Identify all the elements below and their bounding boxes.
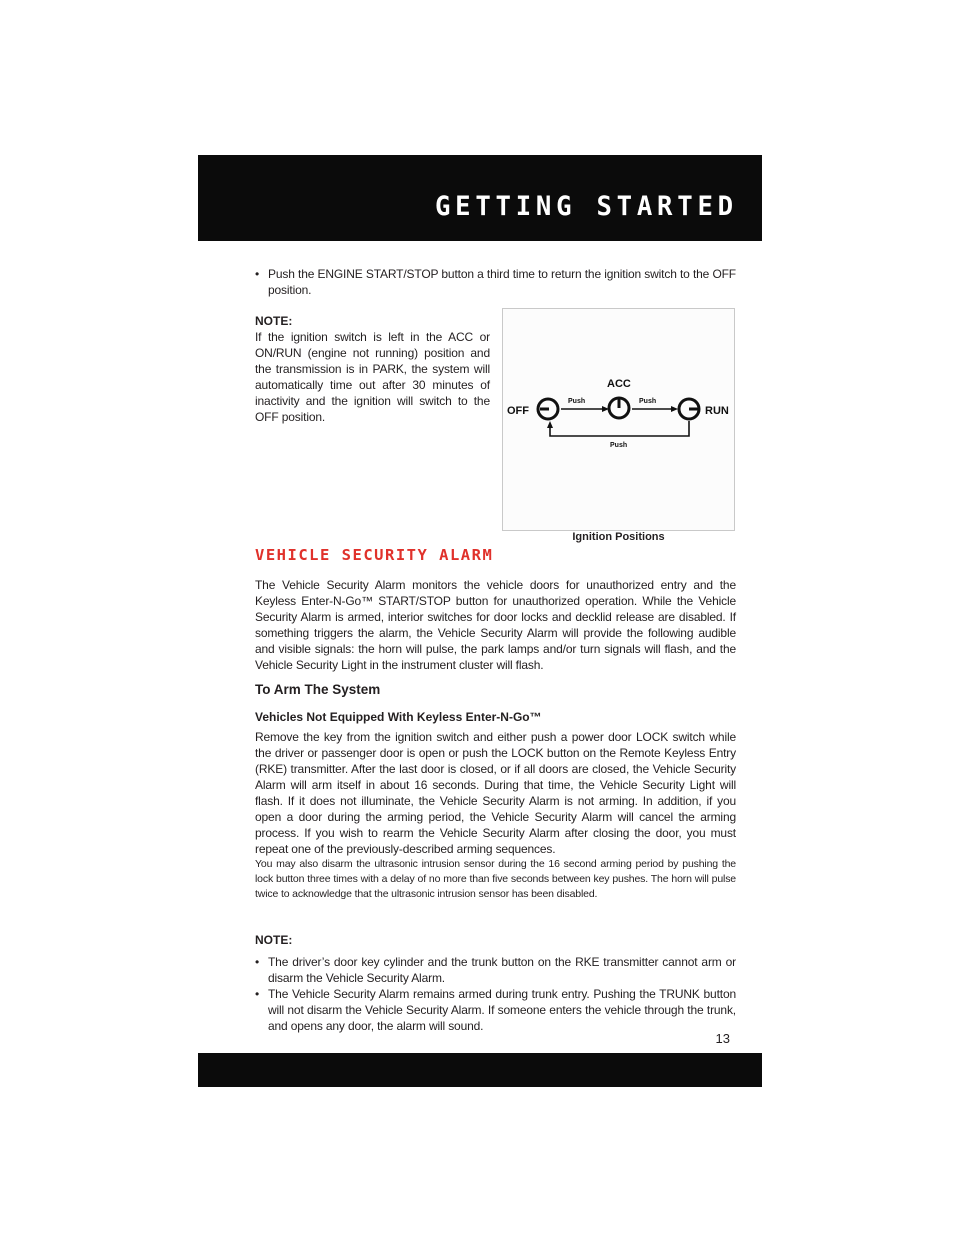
arrow-head-icon xyxy=(671,406,678,412)
return-arrow-line xyxy=(550,421,689,436)
power-icon xyxy=(609,397,629,418)
note-bullet xyxy=(255,986,736,1034)
disarm-sensor-paragraph: You may also disarm the ultrasonic intrusion sensor during the 16 second arming period by pushing the lock button three times with a delay of no more than five seconds between key pushes. The horn will pulse twice to acknowledge that the ultrasonic intrusion sensor has been disabled. xyxy=(255,858,736,900)
section-heading: VEHICLE SECURITY ALARM xyxy=(255,546,494,564)
push-label: Push xyxy=(610,442,628,449)
section-title: GETTING STARTED xyxy=(435,191,738,222)
intro-bullet xyxy=(255,266,736,298)
arrow-head-icon xyxy=(547,421,553,428)
power-icon xyxy=(538,399,558,419)
ignition-positions-figure xyxy=(502,308,735,531)
arm-paragraph-block xyxy=(255,729,736,857)
off-label: OFF xyxy=(507,405,529,417)
note-block xyxy=(255,313,490,425)
note-label: NOTE: xyxy=(255,933,293,947)
bullet-dot: • xyxy=(255,267,260,281)
power-icon xyxy=(679,399,699,419)
acc-label: ACC xyxy=(607,378,631,390)
disarm-sensor-block xyxy=(255,857,736,902)
note-bullet-text: The Vehicle Security Alarm remains armed during trunk entry. Pushing the TRUNK button will not disarm the Vehicle Security Alarm. If someone enters the vehicle through the trunk, and opens any door, the alarm will sound. xyxy=(268,987,736,1033)
ignition-diagram xyxy=(503,309,734,530)
note-bullet xyxy=(255,954,736,986)
run-label: RUN xyxy=(705,405,729,417)
note-text: If the ignition switch is left in the ACC or ON/RUN (engine not running) position and the transmission is in PARK, the system will automatically time out after 30 minutes of inactivity and the ignition will switch to the OFF position. xyxy=(255,330,490,424)
footer-bar xyxy=(198,1053,762,1087)
bullet-dot: • xyxy=(255,955,260,969)
note-bullet-text: The driver’s door key cylinder and the trunk button on the RKE transmitter cannot arm or disarm the Vehicle Security Alarm. xyxy=(268,955,736,985)
push-label: Push xyxy=(568,398,586,405)
push-label: Push xyxy=(639,398,657,405)
intro-bullet-text: Push the ENGINE START/STOP button a third time to return the ignition switch to the OFF position. xyxy=(268,267,736,297)
vsa-paragraph-block xyxy=(255,577,736,673)
page-number: 13 xyxy=(715,1031,730,1046)
bullet-dot: • xyxy=(255,987,260,1001)
subsection-heading: To Arm The System xyxy=(255,682,381,697)
figure-caption: Ignition Positions xyxy=(572,531,665,543)
note-label: NOTE: xyxy=(255,314,293,328)
sub-subsection-heading: Vehicles Not Equipped With Keyless Enter-N-Go™ xyxy=(255,710,542,724)
header-bar xyxy=(198,155,762,241)
arm-paragraph: Remove the key from the ignition switch and either push a power door LOCK switch while the driver or passenger door is open or push the LOCK button on the Remote Keyless Entry (RKE) transmitter. After the last door is closed, or if all doors are closed, the Vehicle Security Alarm will arm itself in about 16 seconds. During that time, the Vehicle Security Light will flash. If it does not illuminate, the Vehicle Security Alarm is not arming. In addition, if you open a door during the arming period, the Vehicle Security Alarm will cancel the arming process. If you wish to rearm the Vehicle Security Alarm after closing the door, you must repeat one of the previously-described arming sequences. xyxy=(255,730,736,856)
note-block xyxy=(255,932,736,1034)
vsa-paragraph: The Vehicle Security Alarm monitors the vehicle doors for unauthorized entry and the Keyless Enter-N-Go™ START/STOP button for unauthorized operation. While the Vehicle Security Alarm is armed, interior switches for door locks and decklid release are disabled. If something triggers the alarm, the Vehicle Security Alarm will provide the following audible and visible signals: the horn will pulse, the park lamps and/or turn signals will flash, and the Vehicle Security Light in the instrument cluster will flash. xyxy=(255,578,736,672)
